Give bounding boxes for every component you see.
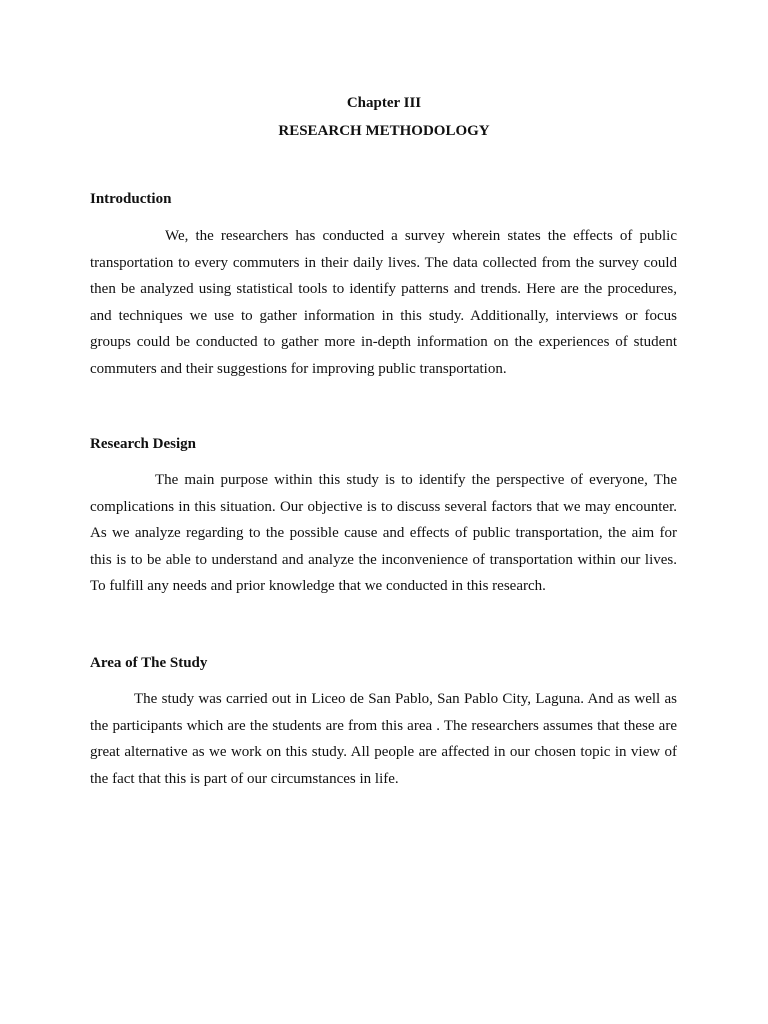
section-body-research-design: The main purpose within this study is to identify the perspective of everyone, The complications in this situation. Our objective is to discuss several factors that we may encounter. As we analyze regarding to the possible cause and effects of public transportation, the aim for this is to be able to understand and analyze the inconvenience of transportation within our lives. To fulfill any needs and prior knowledge that we conducted in this research. [90,472,677,595]
section-heading-area-of-study: Area of The Study [90,655,208,671]
section-body-introduction: We, the researchers has conducted a survey wherein states the effects of public transportation to every commuters in their daily lives. The data collected from the survey could then be analyzed using statistical tools to identify patterns and trends. Here are the procedures, and techniques we use to gather information in this study. Additionally, interviews or focus groups could be conducted to gather more in-depth information on the experiences of student commuters and their suggestions for improving public transportation. [90,228,677,377]
section-heading-introduction: Introduction [90,191,172,207]
section-body-area-of-study: The study was carried out in Liceo de San Pablo, San Pablo City, Laguna. And as well as the participants which are the students are from this area . The researchers assumes that these are great alternative as we work on this study. All people are affected in our chosen topic in view of the fact that this is part of our circumstances in life. [90,691,677,787]
chapter-label: Chapter III [346,95,422,111]
section-heading-research-design: Research Design [90,436,196,452]
chapter-title: RESEARCH METHODOLOGY [278,123,490,139]
